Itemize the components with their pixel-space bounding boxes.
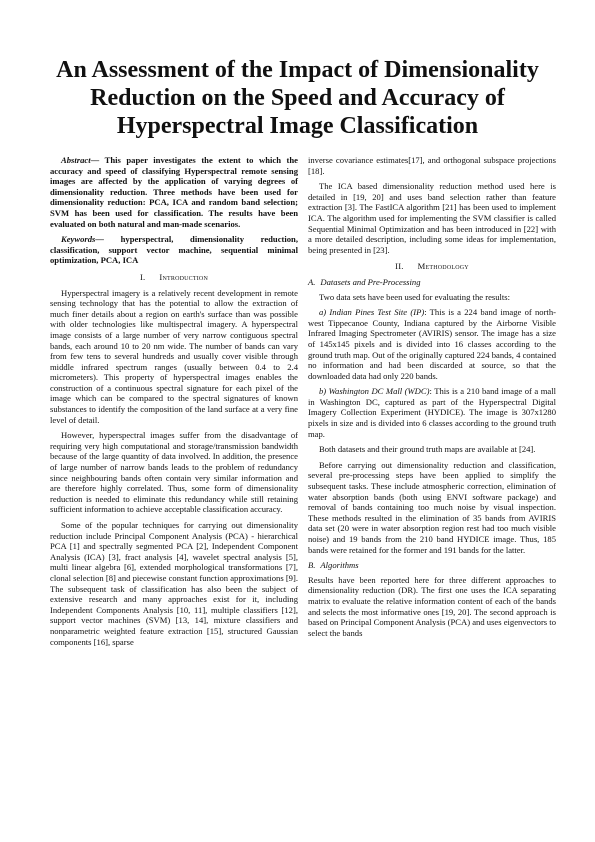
dataset-item <box>308 307 556 381</box>
dataset-item-text: : This is a 210 band image of a mall in Washington DC, captured as part of the Hyperspectral Digital Imagery Collection Experiment (HYDICE). The image is 307x1280 pixels in size and is divided into 6 classes according to the ground truth map. <box>308 386 557 439</box>
subsection-title: Datasets and Pre-Processing <box>320 276 421 287</box>
subsection-heading-algorithms <box>308 560 556 571</box>
subsection-heading-datasets <box>308 277 556 288</box>
paragraph: Hyperspectral imagery is a relatively recent development in remote sensing technology that has the potential to allow the extraction of much finer details about a region on earth's surface than was possible with older technologies like multispectral imagery. A hyperspectral image consists of a large number of very narrow contiguous spectral bands, each around 10 to 20 nm wide. The number of bands can vary from few tens to several hundreds and usually cover visible through middle infrared spectrum ranges (usually between 0.4 to 2.4 micrometers). This property of hyperspectral images enables the construction of a continuous spectral signature for each pixel of the image which can be compared to the spectral signatures of known substances to identify the composition of the land surface at a very fine level of detail. <box>50 287 298 425</box>
abstract-label <box>61 155 99 165</box>
section-number: I. <box>139 271 146 282</box>
section-title: Methodology <box>417 261 469 272</box>
keywords-label <box>61 234 104 244</box>
left-column <box>50 155 298 652</box>
keywords <box>50 234 298 266</box>
section-heading-introduction <box>50 272 298 283</box>
subsection-letter: A. <box>308 276 316 287</box>
keywords-dash: — <box>95 234 104 245</box>
dataset-item-text: : This is a 224 band image of north-west Tippecanoe County, Indiana captured by the Airborne Visible Infrared Imaging Spectrometer (AVIRIS) sensor. The image has a size of 145x145 pixels and is divided into 16 classes according to the ground truth map. Out of the originally captured 224 bands, 4 contained no information and had been discarded at source, so that the downloaded data had only 220 bands. <box>308 307 556 381</box>
section-title: Introduction <box>159 271 208 282</box>
section-number: II. <box>395 261 404 272</box>
subsection-title: Algorithms <box>320 560 359 571</box>
dataset-item <box>308 386 556 439</box>
abstract-dash: — <box>90 155 100 165</box>
right-column <box>308 155 556 643</box>
keywords-text: hyperspectral, dimensionality reduction, classification, support vector machine, sequential minimal optimization, PCA, ICA <box>50 234 298 266</box>
subsection-letter: B. <box>308 560 316 571</box>
abstract-text: This paper investigates the extent to which the accuracy and speed of classifying Hyperspectral remote sensing images are affected by the application of varying degrees of dimensionality reduction. Three methods have been used for dimensionality reduction: PCA, ICA and random band selection; SVM has been used for classification. The results have been evaluated on both natural and man-made scenarios. <box>50 155 298 229</box>
paragraph: However, hyperspectral images suffer from the disadvantage of requiring very high computational and storage/transmission bandwidth because of the large quantity of data involved. In addition, the presence of large number of narrow bands leads to the problem of redundancy since neighbouring bands often contain very similar information and are therefore highly correlated. Thus, some form of dimensionality reduction is needed to eliminate this redundancy while still retaining sufficient information to achieve acceptable classification accuracy. <box>50 430 298 515</box>
dataset-item-title: b) Washington DC Mall (WDC) <box>319 386 430 397</box>
paragraph: Before carrying out dimensionality reduction and classification, several pre-processing steps have been applied to simplify the subsequent tasks. These include atmospheric correction, elimination of water absorption bands (both using ENVI software package) and removal of bands containing too much noise by visual inspection. These methods resulted in the elimination of 35 bands from AVIRIS data set (20 were in water absorption region rest had too much visible noise) and 19 bands from the 210 band HYDICE image. Thus, 185 bands were retained for the former and 191 bands for the latter. <box>308 459 556 555</box>
keywords-label-text: Keywords <box>61 234 96 245</box>
paragraph: inverse covariance estimates[17], and orthogonal subspace projections [18]. <box>308 155 556 176</box>
section-heading-methodology <box>308 261 556 272</box>
dataset-item-title: a) Indian Pines Test Site (IP) <box>319 307 425 318</box>
paragraph: Some of the popular techniques for carrying out dimensionality reduction include Principal Component Analysis (PCA) - hierarchical PCA [1] and spectrally segmented PCA [2], Independent Component Analysis (ICA) [3], fract analysis [4], wavelet spectral analysis [5], multi linear algebra [6], extended morphological transformations [7], clonal selection [8] and piecewise constant function approximations [9]. The subsequent task of classification has also been the subject of extensive research and many approaches exist for it, including Independent Components Analysis [10, 11], multiple classifiers [12], support vector machines (SVM) [13, 14], mixture classifiers and nonparametric weighted feature extraction [15], structured Gaussian components [16], sparse <box>50 520 298 647</box>
paragraph: The ICA based dimensionality reduction method used here is detailed in [19, 20] and uses band selection rather than feature extraction [3]. The FastICA algorithm [21] has been used to implement ICA. The algorithm used for implementing the SVM classifier is called Sequential Minimal Optimization and has been introduced in [22] with a more detailed description, including some ideas for implementation, being presented in [23]. <box>308 181 556 255</box>
paragraph: Two data sets have been used for evaluating the results: <box>319 291 511 302</box>
abstract-label-text: Abstract <box>61 155 91 165</box>
abstract <box>50 155 298 229</box>
paragraph: Both datasets and their ground truth maps are available at [24]. <box>319 444 536 455</box>
paper-title: An Assessment of the Impact of Dimensionality Reduction on the Speed and Accuracy of Hyperspectral Image Classification <box>56 57 539 139</box>
paragraph: Results have been reported here for three different approaches to dimensionality reduction (DR). The first one uses the ICA separating matrix to evaluate the relative information content of each of the bands and selects the most informative ones [19, 20]. The second approach is based on Principal Component Analysis (PCA) and uses eigenvectors to select the bands <box>308 574 556 638</box>
